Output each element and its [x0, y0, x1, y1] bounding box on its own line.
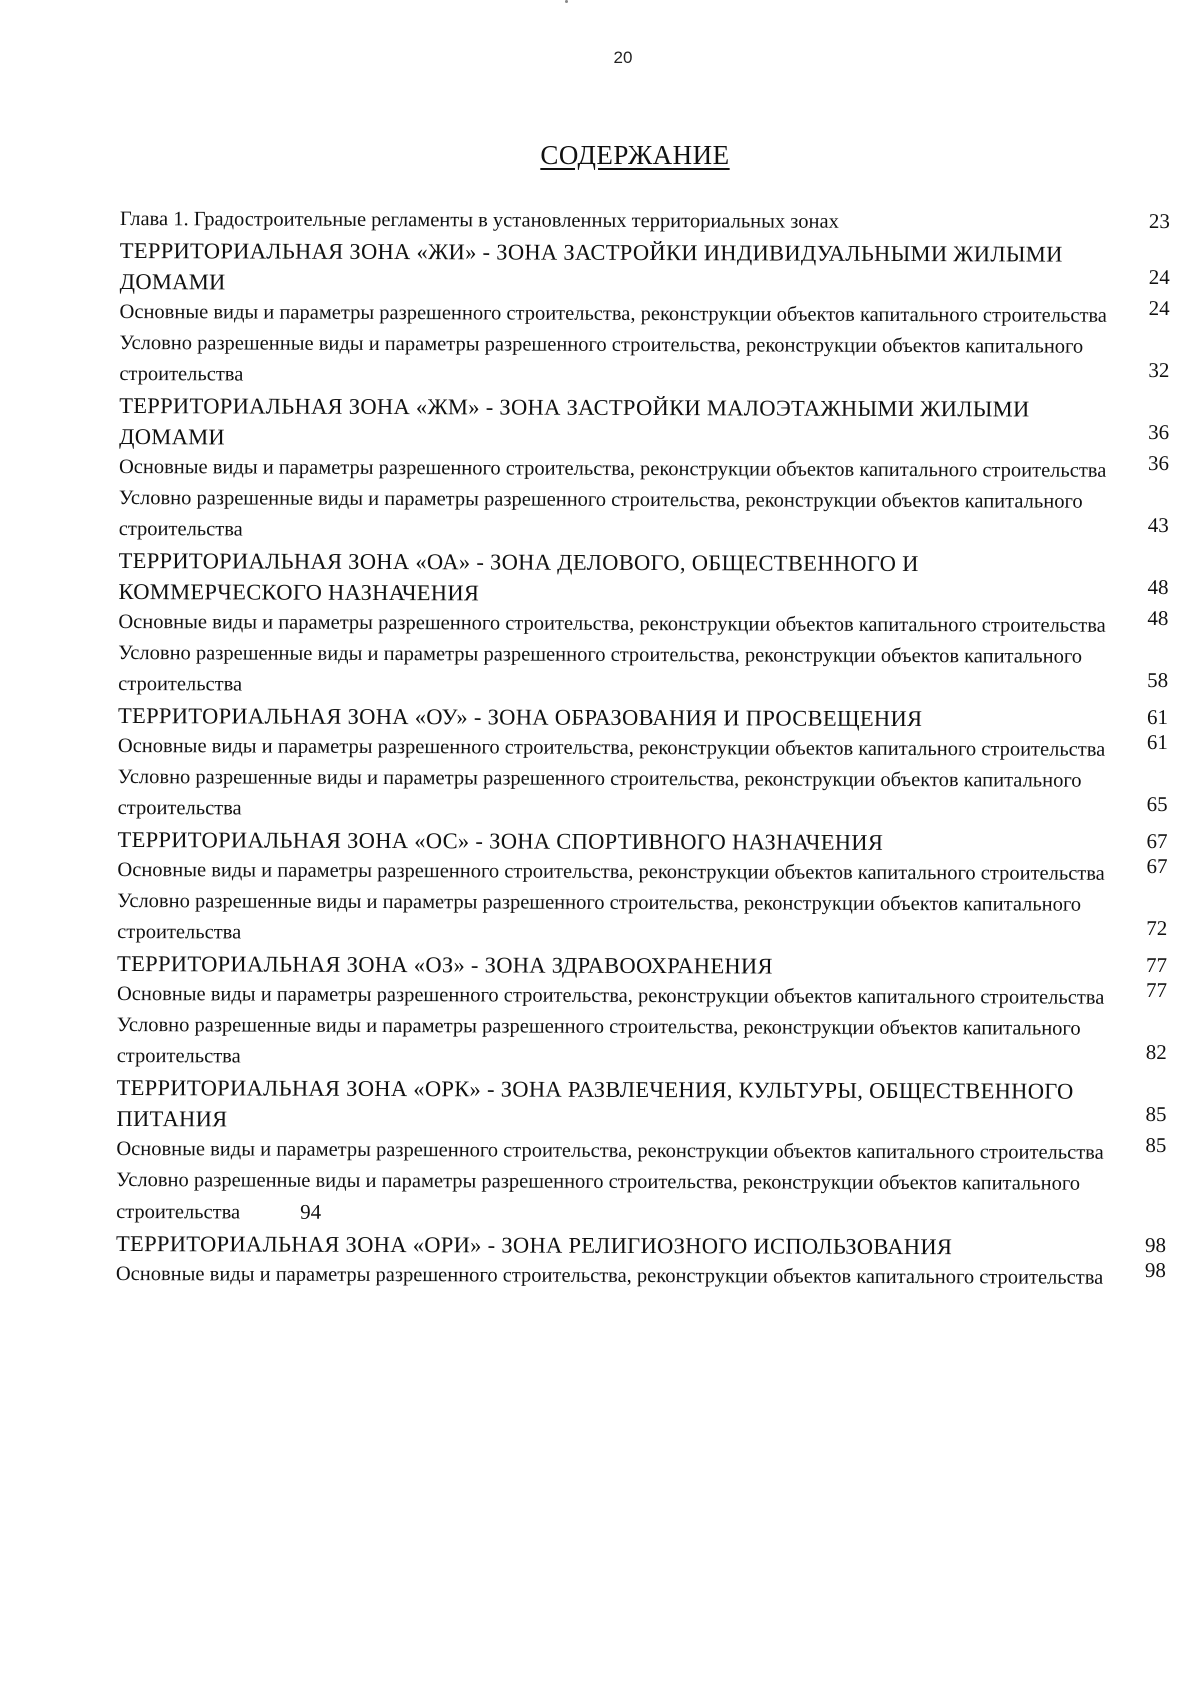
- toc-entry-text: ТЕРРИТОРИАЛЬНАЯ ЗОНА «ОРИ» - ЗОНА РЕЛИГИОЗНОГО ИСПОЛЬЗОВАНИЯ: [115, 1230, 953, 1260]
- toc-entry: [116, 1228, 1166, 1263]
- toc-entry-text: ТЕРРИТОРИАЛЬНАЯ ЗОНА «ЖМ» - ЗОНА ЗАСТРОЙКИ МАЛОЭТАЖНЫМИ ЖИЛЫМИ ДОМАМИ: [119, 392, 1030, 450]
- toc-entry-page: 85: [1145, 1132, 1167, 1158]
- toc-entry: [118, 824, 1168, 859]
- toc-entry: [117, 1010, 1167, 1076]
- toc-entry: [118, 731, 1168, 766]
- toc-entry-text: Основные виды и параметры разрешенного строительства, реконструкции объектов капитального строительства: [115, 1262, 1104, 1289]
- toc-entry-text: ТЕРРИТОРИАЛЬНАЯ ЗОНА «ЖИ» - ЗОНА ЗАСТРОЙКИ ИНДИВИДУАЛЬНЫМИ ЖИЛЫМИ ДОМАМИ: [119, 237, 1063, 295]
- toc-entry-text: Условно разрешенные виды и параметры разрешенного строительства, реконструкции объектов капитального строительства: [117, 765, 1082, 820]
- toc-entry-text: Основные виды и параметры разрешенного строительства, реконструкции объектов капитального строительства: [117, 734, 1106, 761]
- toc-entry: [116, 1259, 1166, 1294]
- toc-entry-text: Основные виды и параметры разрешенного строительства, реконструкции объектов капитального строительства: [116, 1137, 1104, 1164]
- toc-entry-page: 58: [1147, 667, 1169, 693]
- toc-entry: [118, 638, 1168, 704]
- page-title: СОДЕРЖАНИЕ: [540, 140, 730, 170]
- toc-entry-page: 65: [1146, 791, 1168, 817]
- toc-entry-page: 43: [1147, 512, 1169, 538]
- toc-entry: [118, 700, 1168, 735]
- toc-entry-text: Условно разрешенные виды и параметры разрешенного строительства, реконструкции объектов капитального строительства: [117, 889, 1082, 944]
- toc-entry-page: 36: [1147, 450, 1170, 476]
- toc-entry: [120, 204, 1170, 239]
- toc-entry-page: 94: [300, 1199, 322, 1224]
- toc-entry-page: 32: [1148, 357, 1170, 383]
- toc-entry-text: Основные виды и параметры разрешенного строительства, реконструкции объектов капитального строительства: [117, 858, 1105, 885]
- toc-entry-text: Условно разрешенные виды и параметры разрешенного строительства, реконструкции объектов капитального строительства: [116, 1013, 1081, 1068]
- toc-entry: [117, 886, 1167, 952]
- toc-entry-text: Глава 1. Градостроительные регламенты в установленных территориальных зонах: [119, 207, 839, 233]
- toc-entry-page: 36: [1148, 419, 1170, 445]
- toc-entry: [118, 545, 1168, 611]
- toc-entry-text: ТЕРРИТОРИАЛЬНАЯ ЗОНА «ОРК» - ЗОНА РАЗВЛЕЧЕНИЯ, КУЛЬТУРЫ, ОБЩЕСТВЕННОГО ПИТАНИЯ: [116, 1074, 1074, 1132]
- toc-entry-text: ТЕРРИТОРИАЛЬНАЯ ЗОНА «ОЗ» - ЗОНА ЗДРАВООХРАНЕНИЯ: [117, 950, 773, 979]
- toc-entry: [118, 607, 1168, 642]
- toc-entry: [119, 483, 1169, 549]
- toc-entry-page: 48: [1147, 574, 1169, 600]
- toc-entry-text: Основные виды и параметры разрешенного строительства, реконструкции объектов капитального строительства: [119, 300, 1107, 327]
- toc-entry-text: Условно разрешенные виды и параметры разрешенного строительства, реконструкции объектов капитального строительства: [116, 1168, 1081, 1224]
- toc-entry: [118, 762, 1168, 828]
- toc-entry: [116, 1134, 1166, 1169]
- toc-entry-text: ТЕРРИТОРИАЛЬНАЯ ЗОНА «ОА» - ЗОНА ДЕЛОВОГО, ОБЩЕСТВЕННОГО И КОММЕРЧЕСКОГО НАЗНАЧЕНИЯ: [118, 547, 919, 606]
- toc-entry: [117, 855, 1167, 890]
- toc-entry-page: 72: [1146, 915, 1168, 941]
- scan-artifact: [565, 0, 568, 3]
- toc-entry-page: 82: [1145, 1039, 1167, 1065]
- toc-entry-text: Основные виды и параметры разрешенного строительства, реконструкции объектов капитального строительства: [116, 982, 1105, 1009]
- toc-entry-page: 24: [1148, 264, 1170, 290]
- toc-entry-page: 61: [1146, 729, 1168, 755]
- toc-entry-text: Условно разрешенные виды и параметры разрешенного строительства, реконструкции объектов капитального строительства: [119, 331, 1084, 386]
- toc-entry: [117, 979, 1167, 1014]
- table-of-contents: [116, 204, 1170, 1294]
- toc-entry: [120, 235, 1170, 301]
- toc-entry: [119, 452, 1169, 487]
- toc-entry-text: ТЕРРИТОРИАЛЬНАЯ ЗОНА «ОС» - ЗОНА СПОРТИВНОГО НАЗНАЧЕНИЯ: [117, 826, 884, 855]
- toc-entry-page: 98: [1144, 1232, 1167, 1258]
- toc-entry: [119, 390, 1169, 456]
- toc-entry: [117, 948, 1167, 983]
- page-number: 20: [613, 48, 633, 67]
- toc-entry-text: Основные виды и параметры разрешенного строительства, реконструкции объектов капитального строительства: [118, 455, 1107, 482]
- toc-entry-page: 23: [1148, 208, 1170, 234]
- toc-entry-page: 98: [1144, 1257, 1166, 1283]
- toc-entry: [120, 297, 1170, 332]
- toc-entry-page: 48: [1147, 605, 1169, 631]
- toc-entry-text: Основные виды и параметры разрешенного строительства, реконструкции объектов капитального строительства: [118, 610, 1106, 637]
- toc-entry: [116, 1072, 1166, 1138]
- toc-entry-page: 61: [1146, 704, 1169, 730]
- toc-entry: [119, 328, 1169, 394]
- toc-entry-text: ТЕРРИТОРИАЛЬНАЯ ЗОНА «ОУ» - ЗОНА ОБРАЗОВАНИЯ И ПРОСВЕЩЕНИЯ: [117, 702, 923, 732]
- toc-entry-text: Условно разрешенные виды и параметры разрешенного строительства, реконструкции объектов капитального строительства: [118, 486, 1083, 541]
- toc-entry-page: 77: [1145, 977, 1168, 1003]
- toc-entry-page: 67: [1146, 853, 1168, 879]
- toc-entry-text: Условно разрешенные виды и параметры разрешенного строительства, реконструкции объектов капитального строительства: [118, 641, 1083, 696]
- toc-entry-page: 67: [1146, 828, 1168, 854]
- toc-entry-page: 24: [1148, 295, 1170, 321]
- toc-entry: [116, 1165, 1166, 1232]
- toc-entry-page: 77: [1146, 952, 1168, 978]
- toc-entry-page: 85: [1145, 1101, 1167, 1127]
